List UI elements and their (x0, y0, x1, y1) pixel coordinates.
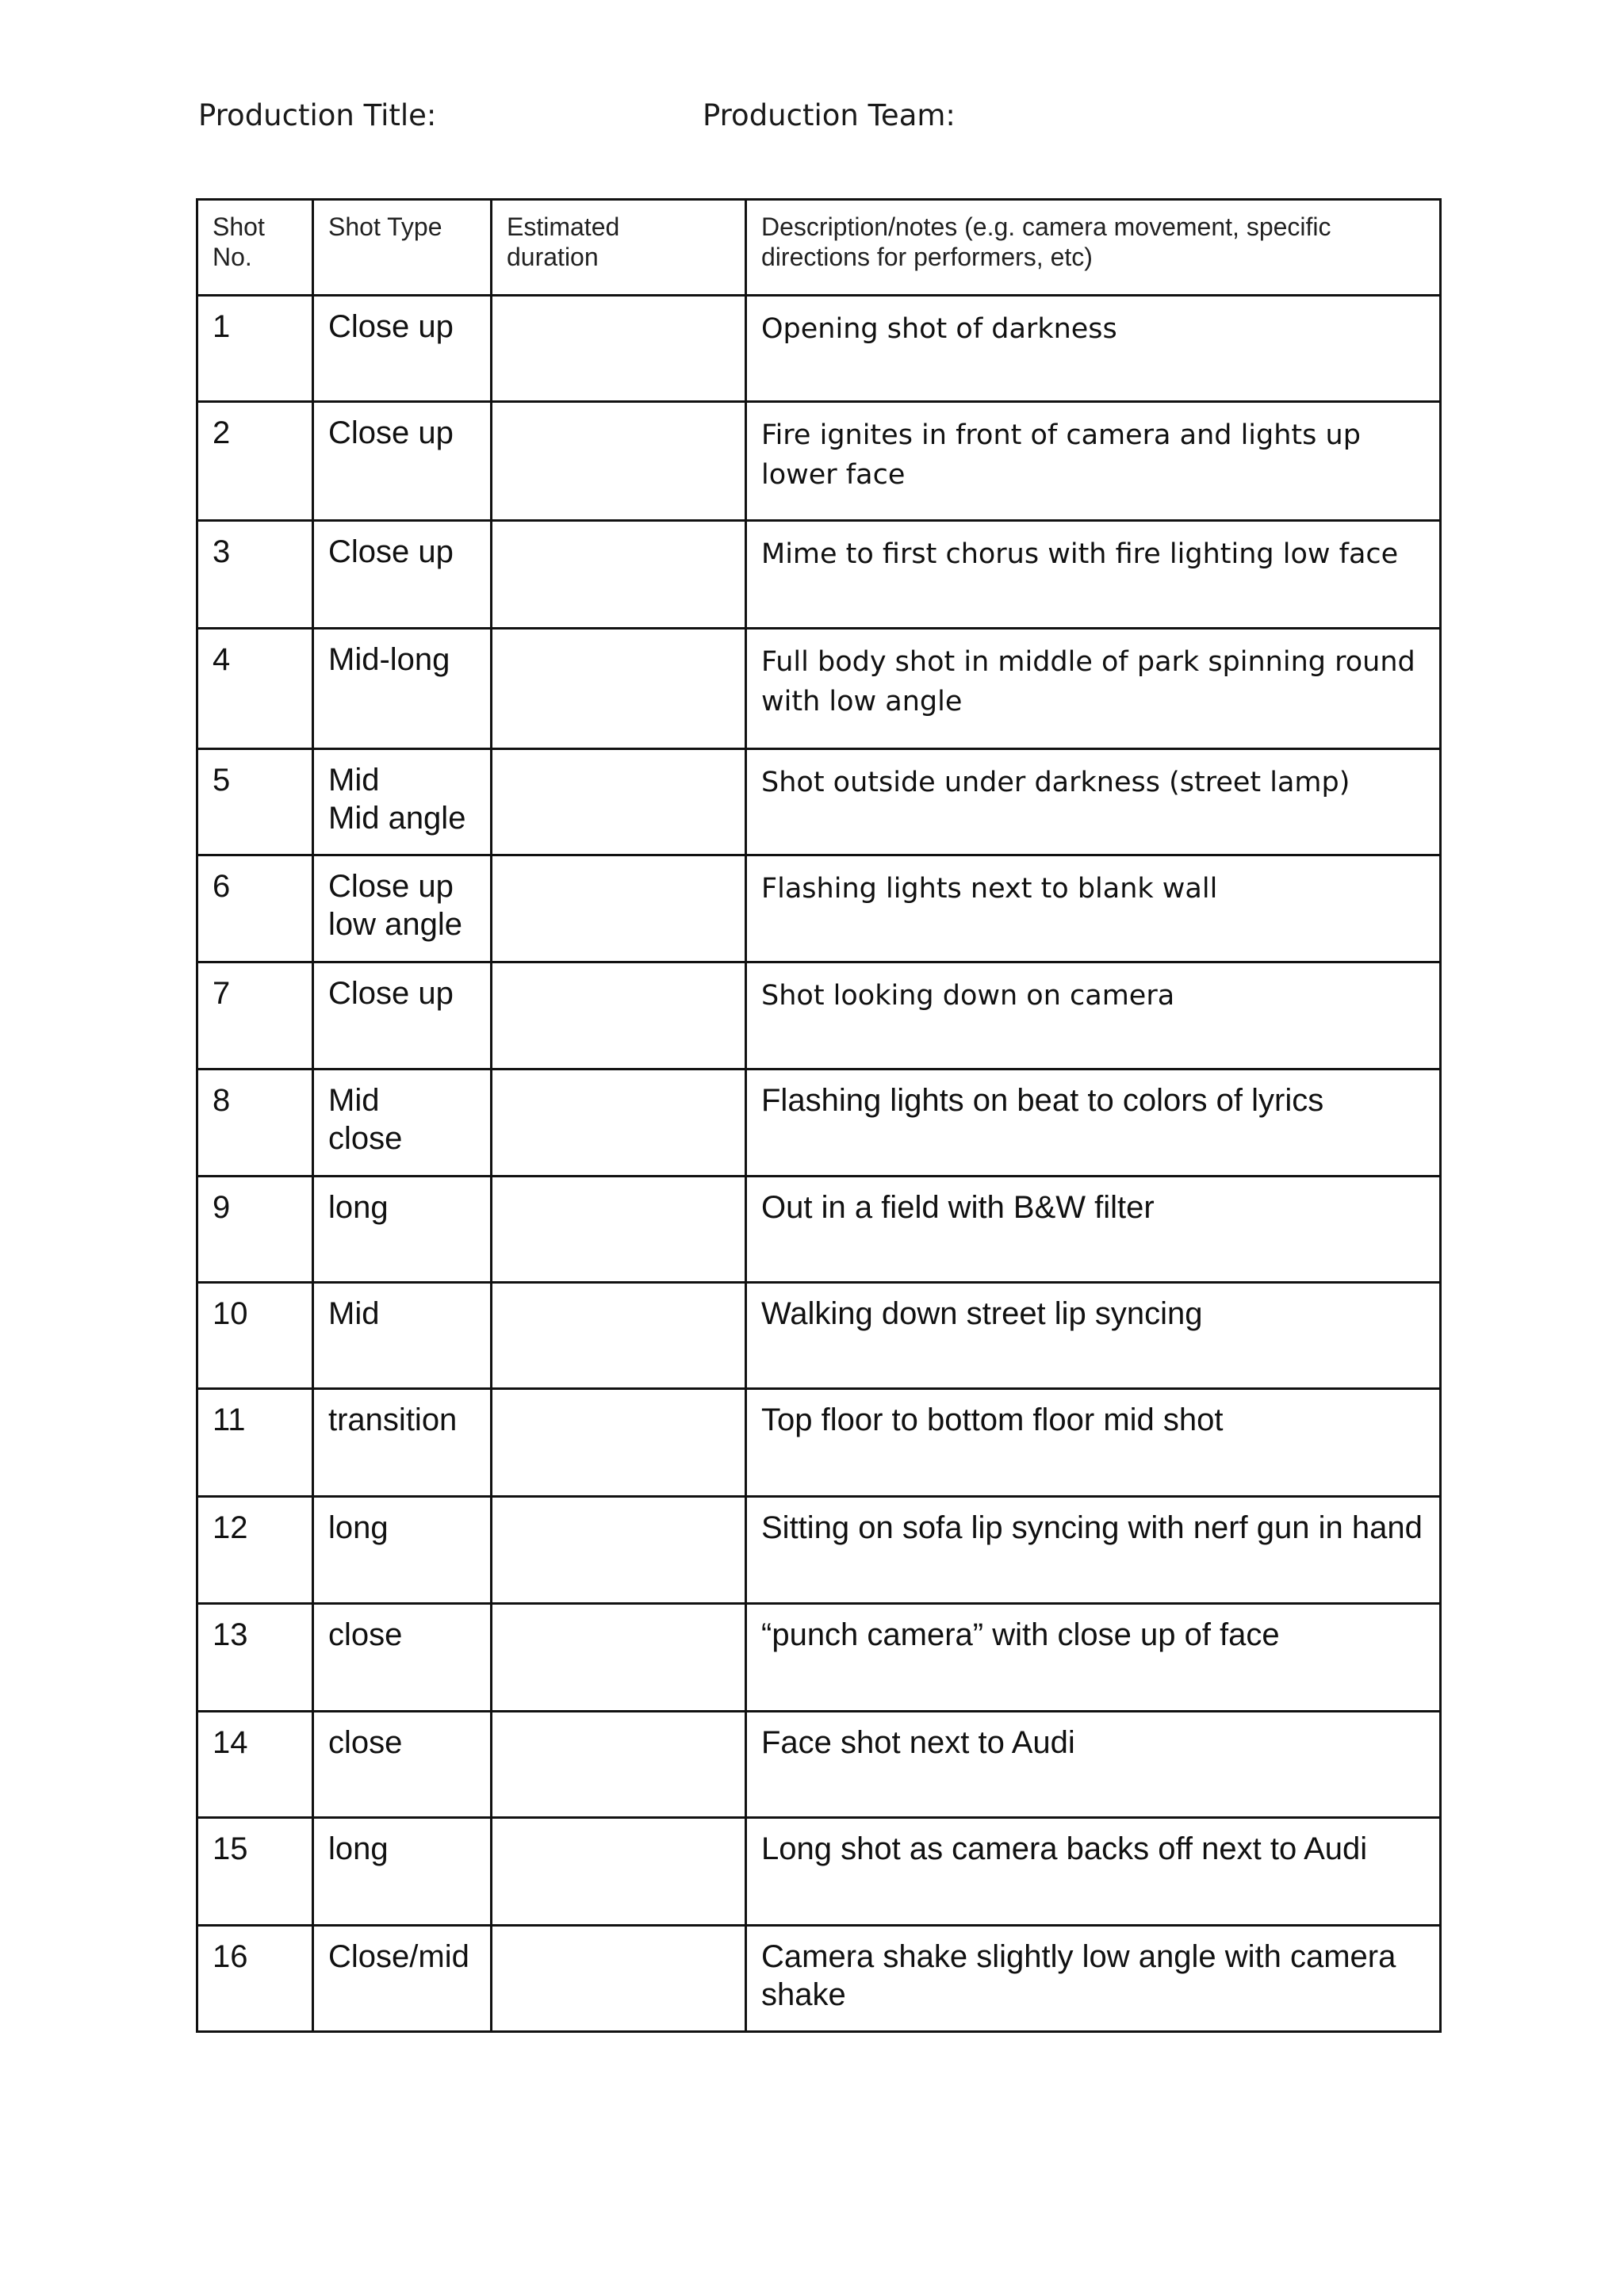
description-cell: Opening shot of darkness (746, 296, 1441, 402)
shot-type-line: close (328, 1725, 403, 1760)
shot-list-table (196, 198, 1442, 2033)
column-header-shot-no-line: Shot (213, 212, 265, 241)
description-cell: Walking down street lip syncing (746, 1283, 1441, 1389)
shot-type-cell (313, 1712, 492, 1818)
shot-type-cell (313, 521, 492, 629)
shot-type-line: Mid (328, 1296, 380, 1331)
table-row (197, 1389, 1441, 1497)
column-header-description-line: directions for performers, etc) (761, 243, 1093, 271)
production-title-label: Production Title: (198, 98, 437, 132)
shot-type-line: long (328, 1831, 389, 1866)
table-row (197, 402, 1441, 521)
shot-number-cell: 10 (197, 1283, 313, 1389)
shot-type-cell (313, 1497, 492, 1604)
shot-number-cell: 7 (197, 962, 313, 1070)
shot-type-line: Mid-long (328, 642, 450, 677)
shot-type-cell (313, 296, 492, 402)
estimated-duration-cell[interactable] (492, 1712, 746, 1818)
shot-number-cell: 12 (197, 1497, 313, 1604)
table-row (197, 1283, 1441, 1389)
shot-type-line: Mid angle (328, 801, 466, 836)
table-row (197, 1712, 1441, 1818)
shot-number-cell: 1 (197, 296, 313, 402)
column-header-duration-line: duration (507, 243, 599, 271)
table-row (197, 521, 1441, 629)
column-header-shot-no-line: No. (213, 243, 252, 271)
description-cell: Shot outside under darkness (street lamp) (746, 749, 1441, 855)
estimated-duration-cell[interactable] (492, 1604, 746, 1712)
column-header-description-line: Description/notes (e.g. camera movement, specific (761, 212, 1331, 241)
shot-number-cell: 9 (197, 1177, 313, 1283)
shot-type-line: low angle (328, 907, 463, 942)
estimated-duration-cell[interactable] (492, 402, 746, 521)
shot-type-cell (313, 402, 492, 521)
estimated-duration-cell[interactable] (492, 855, 746, 962)
estimated-duration-cell[interactable] (492, 1283, 746, 1389)
shot-type-cell (313, 749, 492, 855)
estimated-duration-cell[interactable] (492, 1818, 746, 1926)
shot-type-cell (313, 1818, 492, 1926)
shot-type-line: close (328, 1617, 403, 1652)
shot-type-line: Mid (328, 1083, 380, 1118)
shot-number-cell: 6 (197, 855, 313, 962)
description-cell: Flashing lights on beat to colors of lyrics (746, 1070, 1441, 1177)
shot-type-line: Mid (328, 763, 380, 798)
table-row (197, 1497, 1441, 1604)
shot-type-cell (313, 1177, 492, 1283)
description-cell: Sitting on sofa lip syncing with nerf gun in hand (746, 1497, 1441, 1604)
description-cell: Mime to first chorus with fire lighting low face (746, 521, 1441, 629)
description-cell: Shot looking down on camera (746, 962, 1441, 1070)
estimated-duration-cell[interactable] (492, 1389, 746, 1497)
table-row (197, 1926, 1441, 2032)
shot-type-line: Close up (328, 534, 454, 569)
shot-number-cell: 15 (197, 1818, 313, 1926)
shot-number-cell: 14 (197, 1712, 313, 1818)
shot-type-line: transition (328, 1402, 458, 1437)
description-cell: Flashing lights next to blank wall (746, 855, 1441, 962)
table-row (197, 855, 1441, 962)
description-cell: Face shot next to Audi (746, 1712, 1441, 1818)
column-header-duration-line: Estimated (507, 212, 620, 241)
shot-list-body (197, 296, 1441, 2032)
table-row (197, 749, 1441, 855)
shot-type-cell (313, 1604, 492, 1712)
shot-type-cell (313, 1926, 492, 2032)
shot-type-cell (313, 962, 492, 1070)
shot-type-line: Close up (328, 309, 454, 344)
shot-type-cell (313, 629, 492, 749)
table-header-row (197, 200, 1441, 296)
estimated-duration-cell[interactable] (492, 1177, 746, 1283)
shot-type-line: long (328, 1510, 389, 1545)
estimated-duration-cell[interactable] (492, 962, 746, 1070)
description-cell: Out in a field with B&W filter (746, 1177, 1441, 1283)
shot-number-cell: 5 (197, 749, 313, 855)
column-header-description (746, 200, 1441, 296)
shot-number-cell: 2 (197, 402, 313, 521)
estimated-duration-cell[interactable] (492, 1070, 746, 1177)
shot-type-line: Close up (328, 415, 454, 450)
shot-number-cell: 8 (197, 1070, 313, 1177)
shot-number-cell: 13 (197, 1604, 313, 1712)
shot-number-cell: 3 (197, 521, 313, 629)
shot-number-cell: 16 (197, 1926, 313, 2032)
column-header-shot-type: Shot Type (313, 200, 492, 296)
estimated-duration-cell[interactable] (492, 296, 746, 402)
shot-type-cell (313, 1283, 492, 1389)
shot-number-cell: 11 (197, 1389, 313, 1497)
shot-type-line: long (328, 1190, 389, 1225)
shot-type-cell (313, 1389, 492, 1497)
column-header-estimated-duration (492, 200, 746, 296)
description-cell: Camera shake slightly low angle with camera shake (746, 1926, 1441, 2032)
shot-type-cell (313, 855, 492, 962)
shot-number-cell: 4 (197, 629, 313, 749)
estimated-duration-cell[interactable] (492, 629, 746, 749)
shot-type-line: Close/mid (328, 1939, 469, 1974)
table-row (197, 629, 1441, 749)
description-cell: Top floor to bottom floor mid shot (746, 1389, 1441, 1497)
estimated-duration-cell[interactable] (492, 1497, 746, 1604)
shot-type-line: close (328, 1121, 403, 1156)
production-team-label: Production Team: (703, 98, 956, 132)
table-row (197, 962, 1441, 1070)
table-row (197, 1177, 1441, 1283)
table-row (197, 1818, 1441, 1926)
estimated-duration-cell[interactable] (492, 521, 746, 629)
description-cell: Long shot as camera backs off next to Audi (746, 1818, 1441, 1926)
estimated-duration-cell[interactable] (492, 1926, 746, 2032)
description-cell: “punch camera” with close up of face (746, 1604, 1441, 1712)
estimated-duration-cell[interactable] (492, 749, 746, 855)
table-row (197, 296, 1441, 402)
description-cell: Fire ignites in front of camera and lights up lower face (746, 402, 1441, 521)
shot-type-cell (313, 1070, 492, 1177)
table-row (197, 1070, 1441, 1177)
shot-type-line: Close up (328, 976, 454, 1011)
column-header-shot-no (197, 200, 313, 296)
shot-type-line: Close up (328, 869, 454, 904)
table-row (197, 1604, 1441, 1712)
description-cell: Full body shot in middle of park spinning round with low angle (746, 629, 1441, 749)
